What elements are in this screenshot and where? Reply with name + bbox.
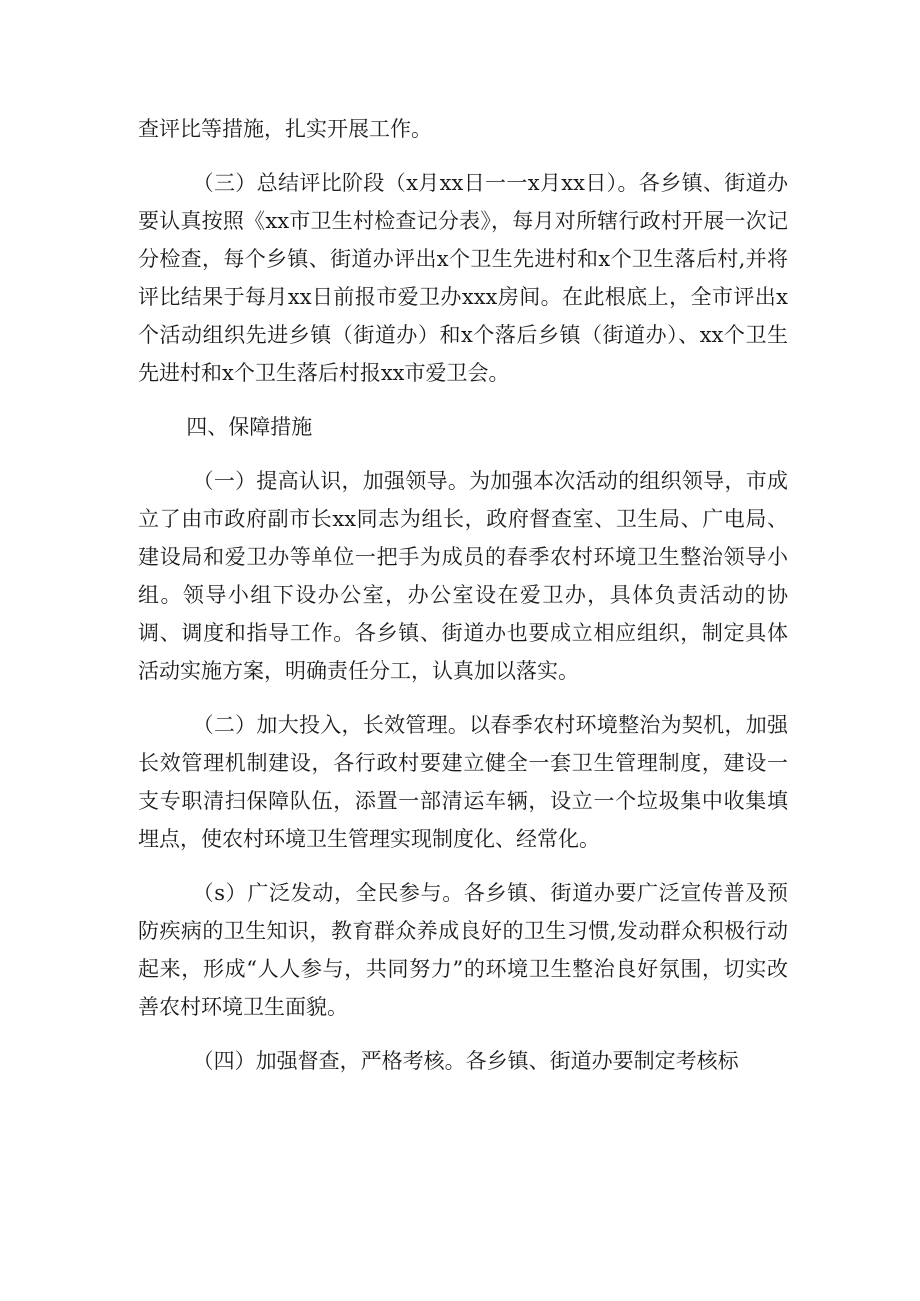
paragraph-continuation: 查评比等措施，扎实开展工作。 xyxy=(138,117,432,141)
paragraph-investment: （二）加大投入，长效管理。以春季农村环境整治为契机，加强长效管理机制建设，各行政村要建立健全一套卫生管理制度，建设一支专职清扫保障队伍，添置一部清运车辆，设立一个垃圾集中收集填埋点，使农村环境卫生管理实现制度化、经常化。 xyxy=(138,713,788,851)
paragraph-leadership: （一）提高认识，加强领导。为加强本次活动的组织领导，市成立了由市政府副市长xx同志为组长，政府督查室、卫生局、广电局、建设局和爱卫办等单位一把手为成员的春季农村环境卫生整治领导小组。领导小组下设办公室，办公室设在爱卫办，具体负责活动的协调、调度和指导工作。各乡镇、街道办也要成立相应组织，制定具体活动实施方案，明确责任分工，认真加以落实。 xyxy=(138,469,788,683)
paragraph-mobilization: （s）广泛发动，全民参与。各乡镇、街道办要广泛宣传普及预防疾病的卫生知识，教育群众养成良好的卫生习惯,发动群众积极行动起来，形成“人人参与，共同努力”的环境卫生整治良好氛围，切实改善农村环境卫生面貌。 xyxy=(138,881,788,1019)
section-heading-safeguards: 四、保障措施 xyxy=(186,415,313,439)
paragraph-summary-stage: （三）总结评比阶段（x月xx日一一x月xx日）。各乡镇、街道办要认真按照《xx市卫生村检查记分表》，每月对所辖行政村开展一次记分检查，每个乡镇、街道办评出x个卫生先进村和x个卫生落后村,并将评比结果于每月xx日前报市爱卫办xxx房间。在此根底上，全市评出x个活动组织先进乡镇（街道办）和x个落后乡镇（街道办）、xx个卫生先进村和x个卫生落后村报xx市爱卫会。 xyxy=(138,171,788,385)
document-body xyxy=(138,110,788,1080)
paragraph-supervision: （四）加强督查，严格考核。各乡镇、街道办要制定考核标 xyxy=(192,1049,739,1073)
